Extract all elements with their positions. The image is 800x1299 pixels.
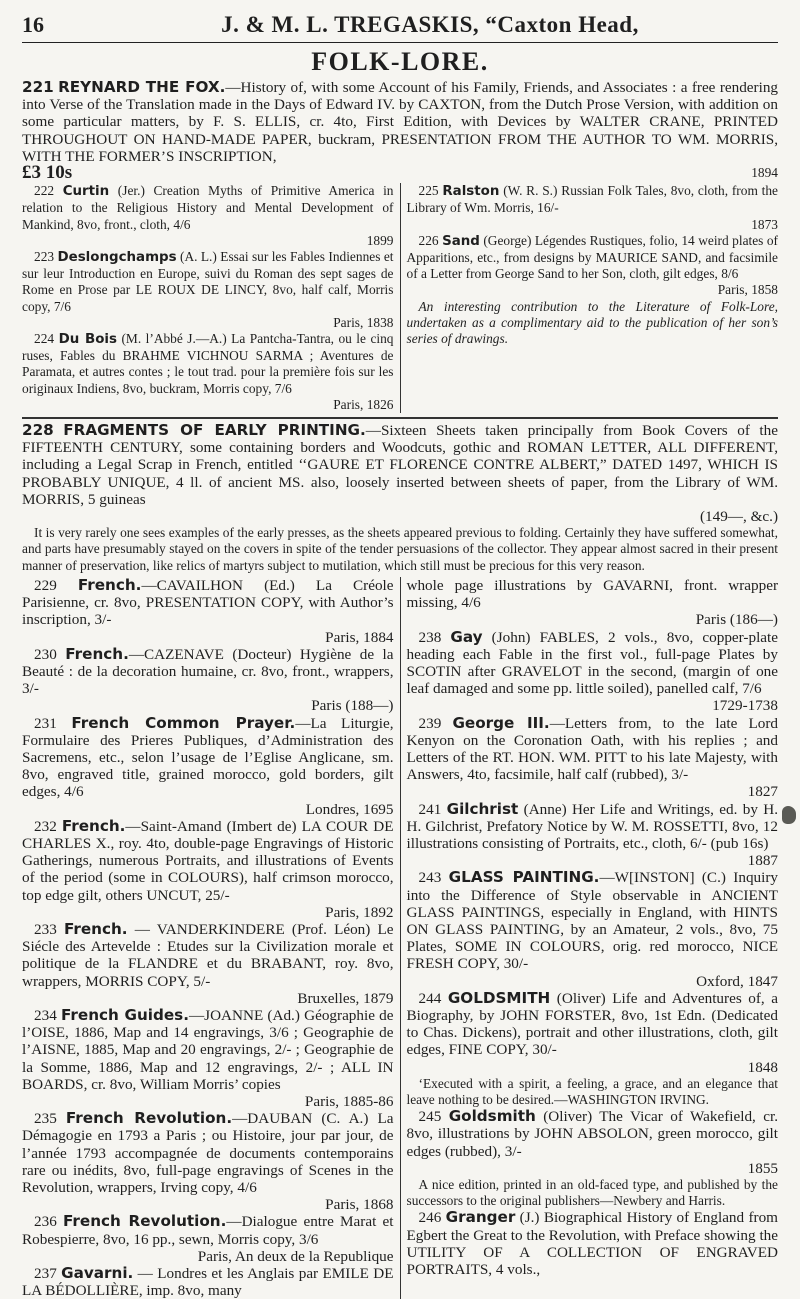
entry-year: 1887 [747,852,778,870]
entry-title: REYNARD THE FOX. [58,78,226,96]
lot-number: 245 [418,1108,442,1126]
lot-number: 231 [34,714,57,732]
lot-number: 221 [22,78,54,96]
entry-name: French Revolution. [63,1212,227,1231]
margin-blot-mark [782,806,796,824]
entry-name: French Common Prayer. [71,713,296,732]
entry-221 [22,79,778,165]
entry-name: Granger [445,1208,516,1227]
entry-244-note: ‘Executed with a spirit, a feeling, a grace, and an elegance that leave nothing to be desired.—WASHINGTON IRVING. [406,1075,778,1107]
lot-number: 239 [418,714,442,732]
entry-text: (Jer.) Creation Myths of Primitive America in relation to the Religious History and Mental Development of Mankind, 8vo, front., cloth, 4/6 [22,183,394,232]
entry-text: (Anne) Her Life and Writings, ed. by H. H. Gilchrist, Prefatory Notice by W. M. ROSSETTI, 8vo, 12 illustrations consisting of Portraits, etc., cloth, 6/- (pub 16s) [406,800,779,852]
entry-place: Paris, 1892 [325,903,394,921]
entry-223 [22,249,394,331]
entry-place: Bruxelles, 1879 [297,989,394,1007]
entry-place: Oxford, 1847 [696,972,778,990]
entry-name: French. [61,816,126,835]
entry-title: FRAGMENTS OF EARLY PRINTING. [63,421,366,440]
entry-text: — Londres et les Anglais par EMILE DE LA BÉDOLLIÈRE, imp. 8vo, many [22,1265,394,1299]
entry-text: —La Liturgie, Formulaire des Prieres Publiques, d’Administration des Sacremens, etc., selon l’usage de l’Eglise Anglicane, sm. 8vo, engraved title, grained morocco, gold borders, gilt edges, 4/6 [22,714,394,801]
lot-number: 228 [22,421,54,440]
lot-number: 241 [418,800,442,818]
entry-name: French. [65,644,129,663]
entry-text: —DAUBAN (C. A.) La Démagogie en 1793 a Paris ; ou Histoire, jour par jour, de l’année 1793 accompagnée de documents contemporains rare ou inédits, 8vo, full-page engravings of Scenes in the Revolution, wrappers, Irving copy, 4/6 [22,1110,394,1196]
entry-text: —W[INSTON] (C.) Inquiry into the Difference of Style observable in ANCIENT GLASS PAINTINGS, especially in England, with HINTS ON GLASS PAINTING, by an Amateur, 2 vols., 8vo, 75 Plates, SOME IN COLOURS, orig. red morocco, NICE FRESH COPY, 30/- [406,869,779,973]
lot-number: 234 [34,1006,57,1024]
entry-text: (J.) Biographical History of England from Egbert the Great to the Revolution, with Preface showing the UTILITY OF A COLLECTION OF ENGRAVED PORTRAITS, 4 vols., [406,1209,778,1279]
entry-place: Paris, 1868 [325,1196,394,1214]
entry-228-note: It is very rarely one sees examples of the early presses, as the sheets appeared previous to folding. Certainly they have suffered somewhat, and parts have presumably stayed on the covers in spite of the tender persuasions of the collector. They appear almost sacred in their present manner of preservation, like relics of martyrs subject to mutilation, which still must be precious for this very reason. [22,525,778,573]
lot-number: 222 [34,183,55,199]
entry-228 [22,422,778,525]
entry-226-note: An interesting contribution to the Literature of Folk-Lore, undertaken as a complimentary aid to the publication of her son’s series of drawings. [406,298,778,347]
entry-text: (John) FABLES, 2 vols., 8vo, copper-plate heading each Fable in the first vol., full-page Plates by SCOTIN after GRAVELOT in the second, (margin of one leaf damaged and some pp. little soiled), panelled calf, 7/6 [406,628,778,698]
entry-236 [22,1213,394,1265]
entry-text: (George) Légendes Rustiques, folio, 14 weird plates of Apparitions, etc., from designs by MAURICE SAND, and facsimile of a Letter from George Sand to her Son, cloth, gilt edges, 8/6 [406,232,778,282]
entry-place: Londres, 1695 [305,800,394,818]
entry-year: 1873 [751,216,778,232]
entry-221-price-line [22,162,778,184]
entry-text: —Letters from, to the late Lord Kenyon on the Coronation Oath, with his replies ; and Letters of the RT. HON. WM. PITT to his late Majesty, with Answers, 4to, facsimile, half calf (rubbed), 3/- [406,714,779,784]
column-right-lower [401,577,779,1299]
entry-text: —Dialogue entre Marat et Robespierre, 8vo, 16 pp., sewn, Morris copy, 3/6 [22,1213,394,1248]
entry-text: —CAZENAVE (Docteur) Hygiène de la Beauté : de la decoration humaine, cr. 8vo, front., wrappers, 3/- [22,645,394,698]
entry-name: French. [63,919,128,938]
entry-237-continued [407,577,779,629]
firm-name: J. & M. L. TREGASKIS, “Caxton Head, [221,12,639,37]
entry-name: GOLDSMITH [447,988,551,1007]
entry-text: (Oliver) The Vicar of Wakefield, cr. 8vo, illustrations by JOHN ABSOLON, green morocco, gilt edges (rubbed), 3/- [406,1108,778,1160]
lot-number: 225 [418,183,439,199]
entry-233 [22,921,394,1007]
entry-237 [22,1265,394,1299]
entry-place: Paris, 1885-86 [304,1092,394,1110]
entry-224 [22,331,394,413]
entry-text: (M. l’Abbé J.—A.) La Pantcha-Tantra, ou le cinq ruses, Fables du BRAHME VICHNOU SARMA ; Aventures de Paramata, et autres contes ; le tout trad. pour la première fois sur les originaux Indiens, 8vo, buckram, Morris copy, 7/6 [22,331,394,396]
entry-243 [407,869,779,989]
entry-222 [22,183,394,249]
entry-text: —Sixteen Sheets taken principally from Book Covers of the FIFTEENTH CENTURY, some containing borders and Woodcuts, gothic and ROMAN LETTER, ALL DIFFERENT, including a Legal Scrap in French, entitled ‘‘GAURE ET FLORENCE CONTRE ALBERT,” DATED 1497, WHICH IS PROBABLY UNIQUE, 4 ll. of ancient MS. also, loosely inserted between sheets of paper, from the Library of WM. MORRIS, 5 guineas [22,422,778,508]
entry-234 [22,1007,394,1110]
entry-place: Paris (188—) [311,697,394,715]
lot-number: 243 [418,869,442,887]
entry-name: GLASS PAINTING. [448,868,600,887]
entry-price: £3 10s [22,162,73,184]
entry-name: Gilchrist [446,799,519,818]
lot-number: 232 [34,817,57,835]
column-left-upper [22,183,401,413]
entry-year: 1894 [751,165,778,181]
entry-245-note: A nice edition, printed in an old-faced type, and published by the successors to the original publishers—Newbery and Harris. [406,1177,778,1209]
lot-number: 237 [34,1265,57,1283]
entry-241 [407,801,779,870]
entry-year: 1848 [747,1058,778,1076]
lot-number: 229 [34,576,57,594]
entry-225 [407,183,779,233]
entry-text: —History of, with some Account of his Family, Friends, and Associates : a free rendering into Verse of the Translation made in the Days of Edward IV. by CAXTON, from the Dutch Prose Version, with addition on some particular matters, by F. S. ELLIS, cr. 4to, First Edition, with Devices by WALTER CRANE, PRINTED THROUGHOUT ON HAND-MADE PAPER, buckram, PRESENTATION FROM THE AUTHOR TO WM. MORRIS, WITH THE FORMER’S INSCRIPTION, [22,79,779,165]
lot-number: 238 [418,628,442,646]
entry-text: (W. R. S.) Russian Folk Tales, 8vo, cloth, from the Library of Wm. Morris, 16/- [406,183,778,216]
entry-229 [22,577,394,646]
lot-number: 236 [34,1213,57,1231]
entry-name: George III. [452,713,550,732]
entry-226 [407,233,779,299]
lot-number: 233 [34,920,57,938]
entry-name: Curtin [62,184,110,200]
entry-text: —CAVAILHON (Ed.) La Créole Parisienne, cr. 8vo, PRESENTATION COPY, with Author’s inscription, 3/- [22,576,394,629]
entry-place: Paris, 1884 [325,628,394,646]
entry-text: (A. L.) Essai sur les Fables Indiennes et sur leur Introduction en Europe, suivi du Roman des sept sages de Rome en Prose par LE ROUX DE LINCY, 8vo, half calf, Morris copy, 7/6 [22,249,394,314]
entry-year: 1729-1738 [712,697,778,715]
lot-number: 230 [34,645,57,663]
two-column-block-upper [22,183,778,413]
entry-244 [407,990,779,1076]
lot-number: 226 [418,232,439,248]
entry-231 [22,715,394,818]
entry-name: Ralston [442,184,500,200]
entry-year: 1899 [366,232,394,248]
lot-number: 244 [418,989,442,1007]
lot-number: 223 [34,249,55,265]
entry-place: Paris, An deux de la Republique [197,1247,394,1265]
entry-place: Paris, 1826 [333,396,394,412]
entry-238 [407,629,779,715]
two-column-block-lower [22,577,778,1299]
entry-name: Gay [450,627,483,646]
entry-date: (149—, &c.) [699,508,778,526]
entry-text: —Saint-Amand (Imbert de) LA COUR DE CHARLES X., roy. 4to, double-page Engravings of Historic Gatherings, numerous Portraits, and illustrations of Events of the period (some in COLOURS), half crimson morocco, top edge gilt, others UNCUT, 25/- [22,817,394,904]
entry-230 [22,646,394,715]
entry-text: whole page illustrations by GAVARNI, front. wrapper missing, 4/6 [406,576,778,612]
entry-name: Deslongchamps [57,250,177,266]
entry-246 [407,1209,779,1278]
entry-name: French. [77,575,142,594]
entry-239 [407,715,779,801]
entry-235 [22,1110,394,1213]
entry-name: French Guides. [61,1005,189,1024]
column-left-lower [22,577,401,1299]
lot-number: 224 [34,331,55,347]
entry-place: Paris (186—) [695,611,778,629]
entry-name: Sand [442,233,480,249]
lot-number: 246 [418,1209,442,1227]
entry-name: Du Bois [58,332,117,348]
entry-place: Paris, 1858 [717,282,778,298]
entry-place: Paris, 1838 [333,314,394,330]
entry-name: Goldsmith [448,1107,536,1126]
page-number: 16 [22,12,44,37]
entry-text: (Oliver) Life and Adventures of, a Biography, by JOHN FORSTER, 8vo, 1st Edn. (Dedicated to Chas. Dickens), portrait and other illustrations, cloth, gilt edges, FINE COPY, 30/- [406,989,778,1059]
entry-name: French Revolution. [65,1109,233,1128]
section-title: FOLK-LORE. [311,47,489,76]
lot-number: 235 [34,1110,57,1128]
entry-year: 1855 [747,1159,778,1177]
entry-text: —JOANNE (Ad.) Géographie de l’OISE, 1886, Map and 14 engravings, 3/6 ; Geographie de l’AISNE, 1885, Map and 20 engravings, 2/- ; Geographie de la Somme, 1886, Map and 12 engravings, 2/- ; ALL IN BOARDS, cr. 8vo, William Morris’ copies [22,1006,394,1093]
entry-232 [22,818,394,921]
entry-245 [407,1108,779,1177]
section-divider [22,417,778,419]
entry-year: 1827 [747,783,778,801]
page-header [22,12,778,43]
entry-text: — VANDERKINDERE (Prof. Léon) Le Siécle des Artevelde : Etudes sur la Civilization morale et politique de la FLANDRE et du BRABANT, roy. 8vo, wrappers, MORRIS COPY, 5/- [22,920,394,990]
entry-name: Gavarni. [61,1264,134,1283]
column-right-upper [401,183,779,413]
